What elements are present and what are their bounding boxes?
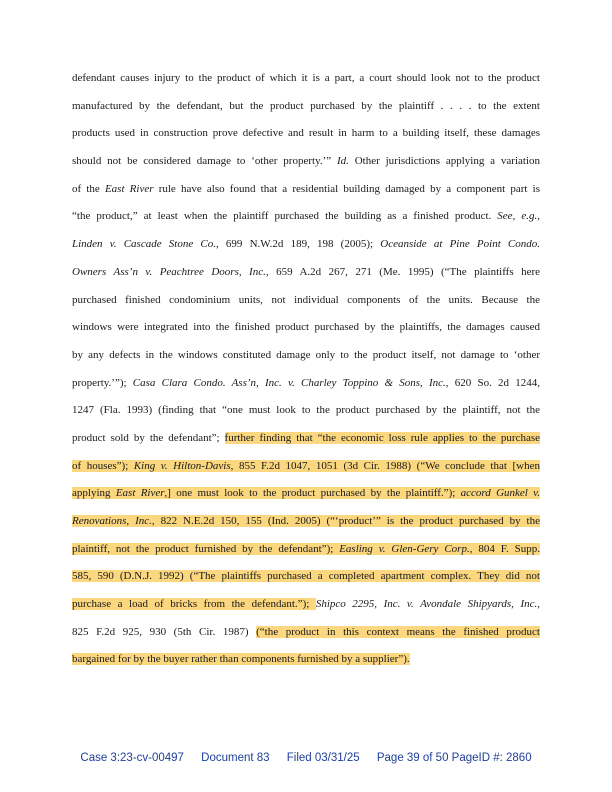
text-segment: purchased finished condominium units, not individual components of the units. Because the: [72, 293, 540, 306]
highlighted-text: , 804 F. Supp.: [469, 542, 540, 555]
text-line: [72, 400, 540, 428]
text-segment: by any defects in the windows constituted damage only to the product itself, not damage to ‘other: [72, 348, 540, 361]
highlighted-text: , 822 N.E.2d 150, 155 (Ind. 2005) (“‘product’” is the product purchased by the: [151, 515, 540, 527]
text-line: [72, 483, 540, 511]
text-segment: “the product,” at least when the plaintiff purchased the building as a finished product.: [72, 210, 498, 223]
highlighted-text: King v. Hilton-Davis: [133, 459, 231, 472]
text-line: [72, 456, 540, 484]
text-segment: Shipco 2295, Inc. v. Avondale Shipyards, Inc.: [315, 598, 538, 611]
highlighted-text: plaintiff, not the product furnished by the defendant”);: [72, 542, 340, 555]
text-line: [72, 290, 540, 318]
highlighted-text: , 855 F.2d 1047, 1051 (3d Cir. 1988) (“We conclude that [when: [230, 459, 540, 472]
text-line: [72, 539, 540, 567]
text-segment: of the: [72, 182, 105, 195]
text-line: [72, 622, 540, 650]
highlighted-text: applying: [72, 487, 116, 500]
text-segment: Oceanside at Pine Point Condo.: [380, 238, 541, 251]
text-line: [72, 345, 540, 373]
text-segment: 1247 (Fla. 1993) (finding that “one must look to the product purchased by the plaintiff, not the: [72, 404, 540, 417]
text-line: [72, 151, 540, 179]
text-segment: , 699 N.W.2d 189, 198 (2005);: [215, 238, 381, 251]
highlighted-text: (“the product in this context means the finished product: [256, 625, 540, 638]
body-text: [72, 68, 540, 677]
text-segment: property.’”);: [72, 376, 133, 389]
highlighted-text: ,] one must look to the product purchased by the plaintiff.”);: [164, 487, 461, 500]
text-line: [72, 68, 540, 96]
text-segment: products used in construction prove defective and result in harm to a building itself, these damages: [72, 127, 540, 140]
text-line: [72, 262, 540, 290]
highlighted-text: further finding that “the economic loss rule applies to the purchase: [224, 431, 540, 444]
highlighted-text: East River: [115, 487, 165, 500]
text-line: [72, 179, 540, 207]
highlighted-text: accord Gunkel v.: [460, 487, 540, 500]
text-line: [72, 123, 540, 151]
highlighted-text: of houses”);: [72, 459, 134, 472]
text-segment: ,: [537, 598, 540, 611]
text-segment: 825 F.2d 925, 930 (5th Cir. 1987): [72, 625, 257, 638]
highlighted-text: Easling v. Glen-Gery Corp.: [339, 542, 470, 555]
text-line: [72, 96, 540, 124]
text-segment: See, e.g.,: [497, 210, 540, 223]
highlighted-text: bargained for by the buyer rather than components furnished by a supplier”).: [72, 653, 410, 666]
page-footer: [0, 752, 612, 764]
text-segment: manufactured by the defendant, but the product purchased by the plaintiff . . . . to the extent: [72, 99, 540, 112]
text-segment: East River: [104, 182, 154, 195]
text-line: [72, 594, 540, 622]
text-line: [72, 206, 540, 234]
text-line: [72, 566, 540, 594]
text-segment: rule have also found that a residential building damaged by a component part is: [153, 182, 540, 195]
footer-case-number: Case 3:23-cv-00497: [80, 752, 184, 764]
text-line: [72, 649, 540, 677]
highlighted-text: purchase a load of bricks from the defendant.”);: [72, 598, 316, 611]
text-segment: Other jurisdictions applying a variation: [348, 155, 540, 168]
highlighted-text: Renovations, Inc.: [72, 515, 152, 527]
footer-filed-date: Filed 03/31/25: [286, 752, 360, 764]
text-line: [72, 511, 540, 539]
text-line: [72, 428, 540, 456]
footer-page-info: Page 39 of 50 PageID #: 2860: [376, 752, 532, 764]
text-line: [72, 317, 540, 345]
text-line: [72, 373, 540, 401]
footer-document-number: Document 83: [201, 752, 270, 764]
highlighted-text: 585, 590 (D.N.J. 1992) (“The plaintiffs purchased a completed apartment complex. They did not: [72, 570, 540, 583]
text-line: [72, 234, 540, 262]
text-segment: should not be considered damage to ‘other property.’”: [72, 155, 337, 168]
text-segment: product sold by the defendant”;: [72, 431, 225, 444]
text-segment: Owners Ass’n v. Peachtree Doors, Inc.: [72, 265, 266, 278]
text-segment: Casa Clara Condo. Ass’n, Inc. v. Charley Toppino & Sons, Inc.: [132, 376, 446, 389]
text-segment: windows were integrated into the finished product purchased by the plaintiffs, the damages caused: [72, 321, 540, 334]
text-segment: Linden v. Cascade Stone Co.: [72, 238, 216, 251]
text-segment: , 620 So. 2d 1244,: [445, 376, 540, 389]
text-segment: , 659 A.2d 267, 271 (Me. 1995) (“The plaintiffs here: [265, 265, 540, 278]
text-segment: defendant causes injury to the product of which it is a part, a court should look not to the product: [72, 72, 540, 84]
text-segment: Id.: [336, 155, 349, 168]
